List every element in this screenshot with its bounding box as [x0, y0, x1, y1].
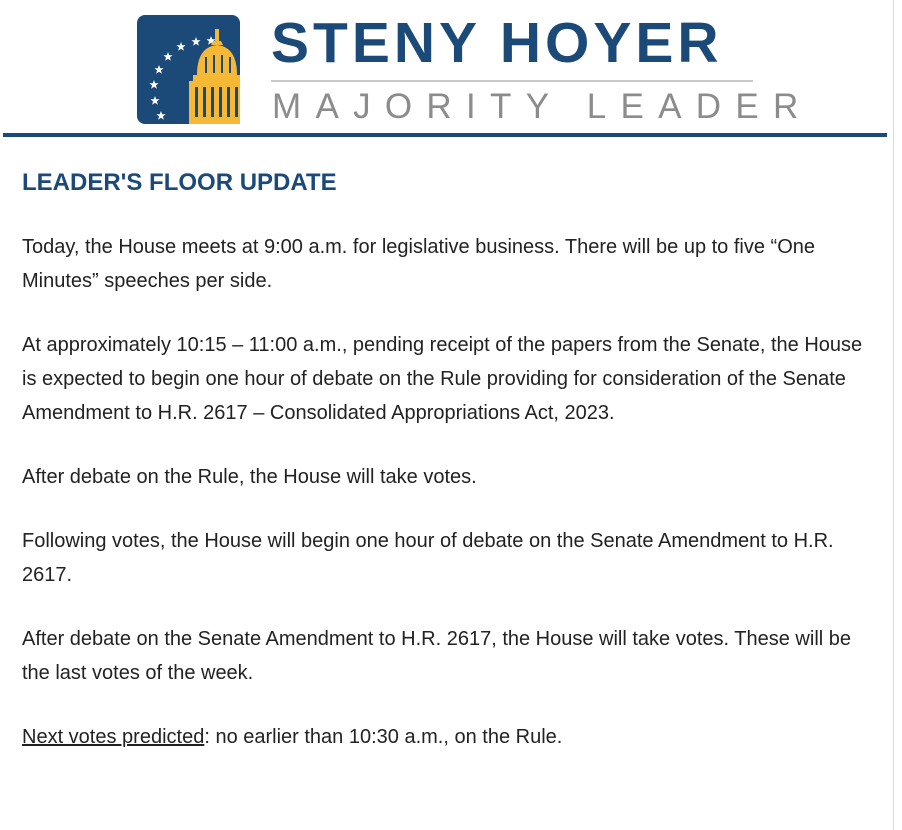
page-title: LEADER'S FLOOR UPDATE — [22, 169, 337, 196]
paragraph-schedule: Today, the House meets at 9:00 a.m. for legislative business. There will be up to five “One Minutes” speeches per side. — [22, 236, 815, 292]
email-header — [0, 0, 888, 137]
header-rule — [3, 133, 887, 137]
brand-subtitle: MAJORITY LEADER — [272, 87, 813, 126]
next-votes-label: Next votes predicted — [22, 726, 205, 748]
paragraph-final-votes: After debate on the Senate Amendment to H.R. 2617, the House will take votes. These will be the last votes of the week. — [22, 628, 852, 684]
capitol-dome-icon — [137, 15, 240, 124]
logo-graphic — [137, 15, 240, 124]
page-right-border — [893, 0, 894, 830]
paragraph-rule-votes: After debate on the Rule, the House will take votes. — [22, 466, 477, 488]
brand-divider — [271, 80, 753, 82]
floor-update-body — [22, 166, 882, 754]
brand-name: STENY HOYER — [271, 11, 723, 75]
paragraph-amendment-debate: Following votes, the House will begin one hour of debate on the Senate Amendment to H.R. 2617. — [22, 530, 834, 586]
next-votes-text: : no earlier than 10:30 a.m., on the Rule. — [204, 726, 563, 748]
next-votes-line — [22, 720, 882, 754]
paragraph-rule-debate: At approximately 10:15 – 11:00 a.m., pending receipt of the papers from the Senate, the House is expected to begin one hour of debate on the Rule providing for consideration of the Senate Amendment to H.R. 2617 – Consolidated Appropriations Act, 2023. — [22, 334, 863, 424]
